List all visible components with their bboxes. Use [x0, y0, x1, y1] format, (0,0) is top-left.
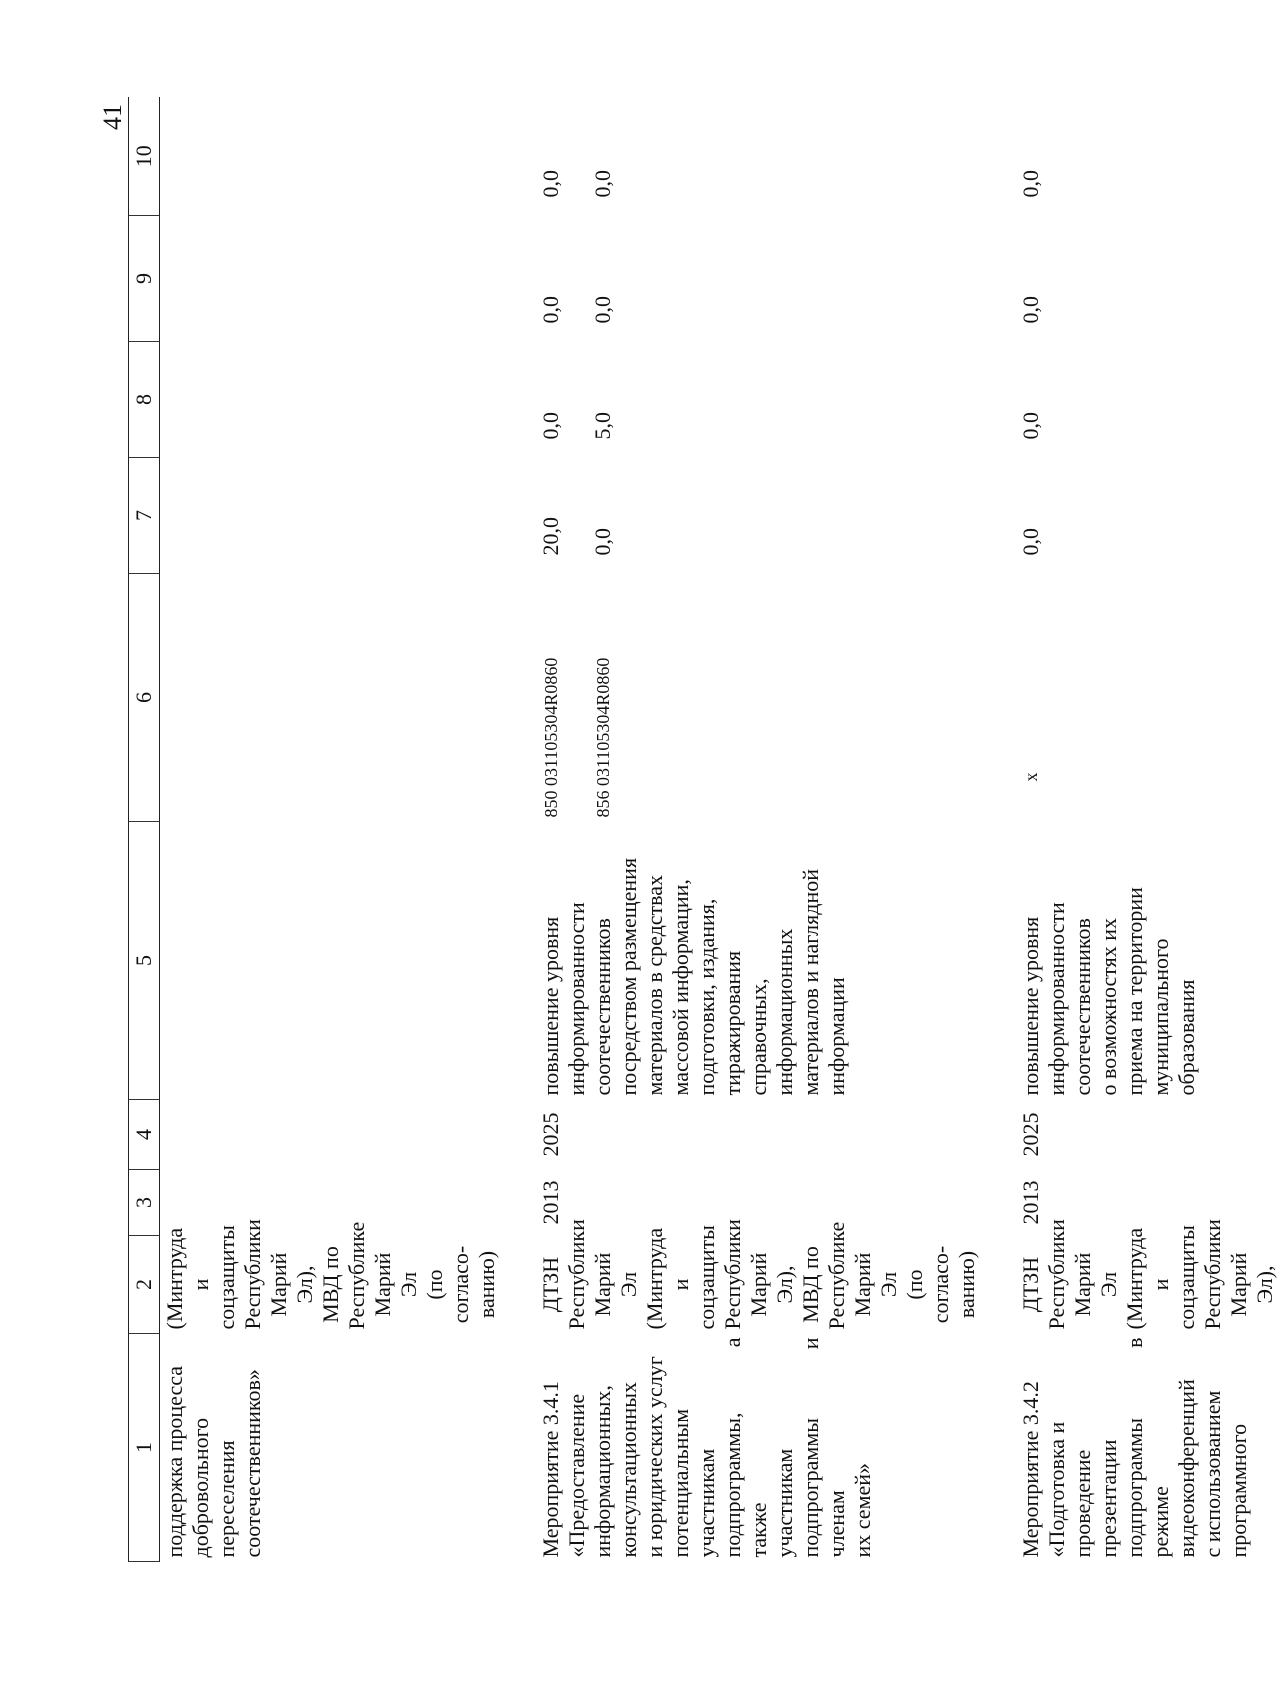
- column-header: 10: [129, 98, 160, 216]
- column-header: 6: [129, 574, 160, 822]
- start-year-cell: 2013: [538, 1180, 563, 1225]
- executor-cell: ДТЗН Республики Марий Эл (Минтруда и соцзащиты Республики Марий Эл),: [1018, 1219, 1277, 1330]
- value-cell-col10: 0,0: [1018, 170, 1043, 198]
- measure-name-cell: поддержка процесса добровольного переселения соотечественников»: [162, 1365, 265, 1558]
- column-header: 8: [129, 342, 160, 458]
- column-header: 2: [129, 1236, 160, 1334]
- page-number: 41: [98, 104, 127, 130]
- expected-result-cell: повышение уровня информированности соотечественников посредством размещения материалов в средствах массовой информации, подготовки, издания, тиражирования справочных, информационных материалов и наглядной информации: [538, 857, 849, 1096]
- end-year-cell: 2025: [538, 1112, 563, 1157]
- start-year-cell: 2013: [1018, 1180, 1043, 1225]
- column-header: 7: [129, 458, 160, 574]
- measure-name-cell: Мероприятие 3.4.1 «Предоставление информационных, консультационных и юридических услуг потенциальным участникам подпрограммы, а также участникам подпрограммы и членам их семей»: [538, 1337, 875, 1558]
- budget-code-cell: х: [1021, 772, 1041, 782]
- value-cell-col10: 0,0 0,0: [538, 170, 615, 198]
- column-header: 3: [129, 1170, 160, 1236]
- measure-name-cell: Мероприятие 3.4.2 «Подготовка и проведение презентации подпрограммы в режиме видеоконференций с использованием программного: [1018, 1337, 1251, 1558]
- value-cell-col9: 0,0: [1018, 296, 1043, 324]
- value-cell-col7: 20,0 0,0: [538, 517, 615, 556]
- budget-code-cell: 850 031105304R0860 856 031105304R0860: [541, 657, 613, 818]
- value-cell-col7: 0,0: [1018, 528, 1043, 556]
- end-year-cell: 2025: [1018, 1112, 1043, 1157]
- column-header: 5: [129, 822, 160, 1100]
- value-cell-col8: 0,0: [1018, 412, 1043, 440]
- executor-cell: ДТЗН Республики Марий Эл (Минтруда и соцзащиты Республики Марий Эл), МВД по Республике Марий Эл (по согласо- ванию): [538, 1219, 979, 1330]
- table-row-continuation: [160, 98, 503, 1562]
- column-header: 4: [129, 1100, 160, 1170]
- executor-cell: (Минтруда и соцзащиты Республики Марий Эл), МВД по Республике Марий Эл (по согласо- ванию): [162, 1219, 499, 1330]
- program-measures-table: [128, 98, 1280, 1563]
- table-row-measure-3-4-2: [1016, 98, 1280, 1562]
- column-header: 9: [129, 216, 160, 342]
- table-row-measure-3-4-1: [536, 98, 982, 1562]
- column-header: 1: [129, 1334, 160, 1562]
- value-cell-col9: 0,0 0,0: [538, 296, 615, 324]
- header-row: [129, 98, 160, 1562]
- value-cell-col8: 0,0 5,0: [538, 412, 615, 440]
- expected-result-cell: повышение уровня информированности соотечественников о возможностях их приема на территории муниципального образования: [1018, 887, 1199, 1096]
